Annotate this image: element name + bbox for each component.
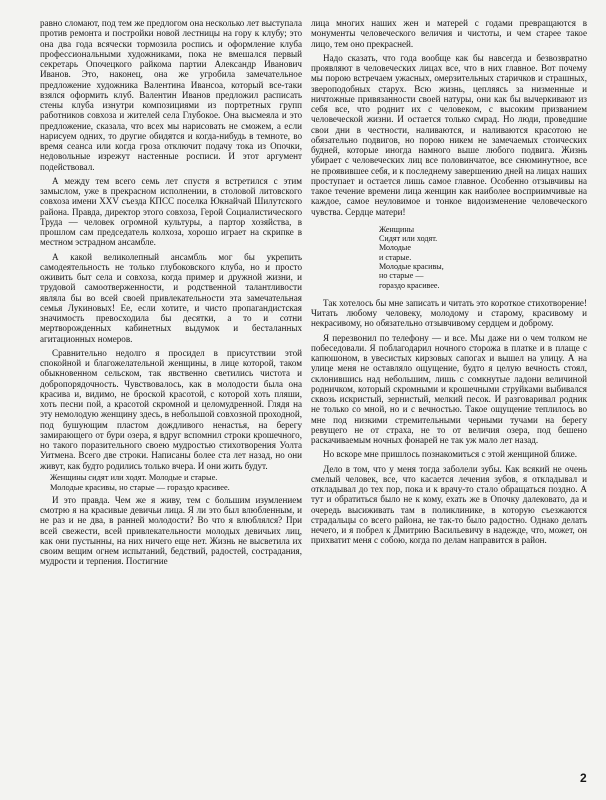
poem-line: гораздо красивее. xyxy=(379,280,440,290)
paragraph: лица многих наших жен и матерей с годами превращаются в монументы человеческого величия и чистоты, и чем старее такое лицо, тем оно прекрасней. xyxy=(311,18,587,49)
paragraph: Так хотелось бы мне записать и читать это короткое стихотворение! Читать любому человеку, молодому и старому, красивому и некрасивому, но обязательно отзывчивому сердцем и доброму. xyxy=(311,297,587,329)
poem-line: Сидят или ходят. xyxy=(379,234,438,244)
poem-line: Женщины xyxy=(379,224,415,234)
poem-line: но старые — xyxy=(379,271,424,281)
poem-line: Молодые xyxy=(379,243,411,253)
poem-line: Женщины сидят или ходят. Молодые и старые. xyxy=(50,472,218,482)
paragraph: А какой великолепный ансамбль мог бы укрепить самодеятельность не только глубоковского клуба, но и просто оживить быт села и совхоза, когда пример и дружной жизни, и трудовой самоотверженности, и родственной талантливости являла бы во всей своей привлекательности эта замечательная семья Лукиновых! Ее, если хотите, и чисто пропагандистская значимость превосходила бы десятки, а то и сотни мертворожденных кабинетных выдумок и бесталанных агитационных номеров. xyxy=(40,251,302,344)
poem-line: Молодые красивы, xyxy=(379,261,444,271)
left-column xyxy=(40,18,302,567)
paragraph: равно сломают, под тем же предлогом она несколько лет выступала против ремонта и постройки новой лестницы на гору к клубу; это она два года всячески тормозила роспись и оформление клуба профессиональными художниками, пока не вмешался первый секретарь Опочецкого райкома партии Александр Иванович Иванов. Это, наконец, она же угробила замечательное предложение художника Валентина Ивансоа, который все-таки взялся оформить клуб. Валентин Иванов предложил расписать стены клуба изнутри композициями из портретных групп работников совхоза и жителей села Глубокое. Она высмеяла и это предложение, сказала, что всех мы нарисовать не сможем, а если нарисуем одних, то другие обидятся и когда-нибудь в темноте, во время сеанса или когда гроза отключит подачу тока из Опочки, недовольные изрежут настенные росписи. И этот аргумент подействовал. xyxy=(40,18,302,172)
poem-line: и старые. xyxy=(379,252,412,262)
paragraph: Дело в том, что у меня тогда заболели зубы. Как всякий не очень смелый человек, все, что касается лечения зубов, я откладывал и откладывал до тех пор, пока и к врачу-то стало обращаться поздно. А тут и обратиться было не к кому, ехать же в Опочку далековато, да и очередь высиживать там в поликлинике, в которую съезжаются страдальцы со всего района, не так-то было радостно. Однако делать нечего, и я побрел к Дмитрию Васильевичу в надежде, что, может, он прихватит меня с собою, когда по делам направится в район. xyxy=(311,463,587,546)
paragraph: А между тем всего семь лет спустя я встретился с этим замыслом, уже в прекрасном исполнении, в столовой литовского совхоза имени XXV съезда КПСС поселка Юкнайчай Шилутского района. Правда, директор этого совхоза, Герой Социалистического Труда — человек огромной культуры, а партор хозяйства, в прошлом сам председатель колхоза, хорошо играет на скрипке в местном эстрадном ансамбле. xyxy=(40,175,302,248)
paragraph: И это правда. Чем же я живу, тем с большим изумлением смотрю я на красивые девичьи лица. Я ли это был влюбленным, и не раз и не два, в ранней молодости? Во что я влюблялся? При всей свежести, всей привлекательности молодых девичьих лиц, как они пустынны, на них ничего еще нет. Жизнь не высветила их своим вещим огнем испытаний, бедствий, радостей, сострадания, мудрости и терпения. Постигние xyxy=(40,494,302,567)
poem-quote xyxy=(379,225,587,290)
paragraph: Сравнительно недолго я просидел в присутствии этой спокойной и благожелательной женщины, в лице которой, таком обыкновенном сельском, так явственно светились чистота и добропорядочность. Чувствовалось, как в молодости была она красива и, видимо, не броской красотой, с которой хоть пляши, хоть песни пой, а красотой скромной и целомудренной. Глядя на эту немолодую женщину здесь, в небольшой совхозной проходной, под бушующим пластом дождливого ненастья, на берегу замирающего от бури озера, я вдруг вспомнил строки крошечного, но такого поразительного своею мудростью стихотворения Уолта Уитмена. Всего две строки. Написаны более ста лет назад, но они живут, как будто родились только вчера. И они жить будут. xyxy=(40,347,302,471)
poem-quote xyxy=(50,473,302,493)
poem-line: Молодые красивы, но старые — гораздо красивее. xyxy=(50,482,230,492)
paragraph: Но вскоре мне пришлось познакомиться с этой женщиной ближе. xyxy=(323,449,577,460)
right-column xyxy=(311,18,587,546)
paragraph: Надо сказать, что года вообще как бы навсегда и безвозвратно проявляют в человеческих лицах все, что в них главное. Вот почему мы порою встречаем ужасных, омерзительных старичков и страшных, звероподобных старух. Всю жизнь, цепляясь за низменные и ничтожные привязанности своей натуры, они как бы вычеркивают из себя все, что роднит их с человеком, с высоким призванием человеческой жизни. И остается только смрад. Но люди, проведшие свои дни в честности, наливаются, и наливаются красотою не обязательно подвигов, но порою никем не замечаемых стоических будней, которые иногда намного выше любого подвига. Жизнь убирает с человеческих лиц все половинчатое, все снюминутное, все не проявившее себя, и к последнему завершению дней на лицах наших проступает и остается лишь самое главное. Особенно отзывчивы на такое течение времени лица женщин как наиболее восприимчивые на каждое, самое неуловимое и тонкое видоизменение человеческого чувства. Сердце матери! xyxy=(311,52,587,217)
paragraph: Я перезвонил по телефону — и все. Мы даже ни о чем толком не побеседовали. Я поблагодарил ночного сторожа в платке и в плаще с капюшоном, в увесистых кирзовых сапогах и вышел на улицу. А на улице меня не оставляло ощущение, будто я целую вечность стоял, склонившись над небольшим, лишь с сомкнутые ладони величиной родничком, который скромными и крошечными струйками выбивался сквозь искристый, зернистый, мелкий песок. И разговаривал родник не только со мной, но и с вечностью. Такое ощущение теплилось во мне под низкими стремительными черными тучами на берегу ревущего не от страха, не то от величия озера, под бешено раскачиваемым ночных фонарей не так уж мало лет назад. xyxy=(311,332,587,446)
page-number: 2 xyxy=(580,771,587,785)
